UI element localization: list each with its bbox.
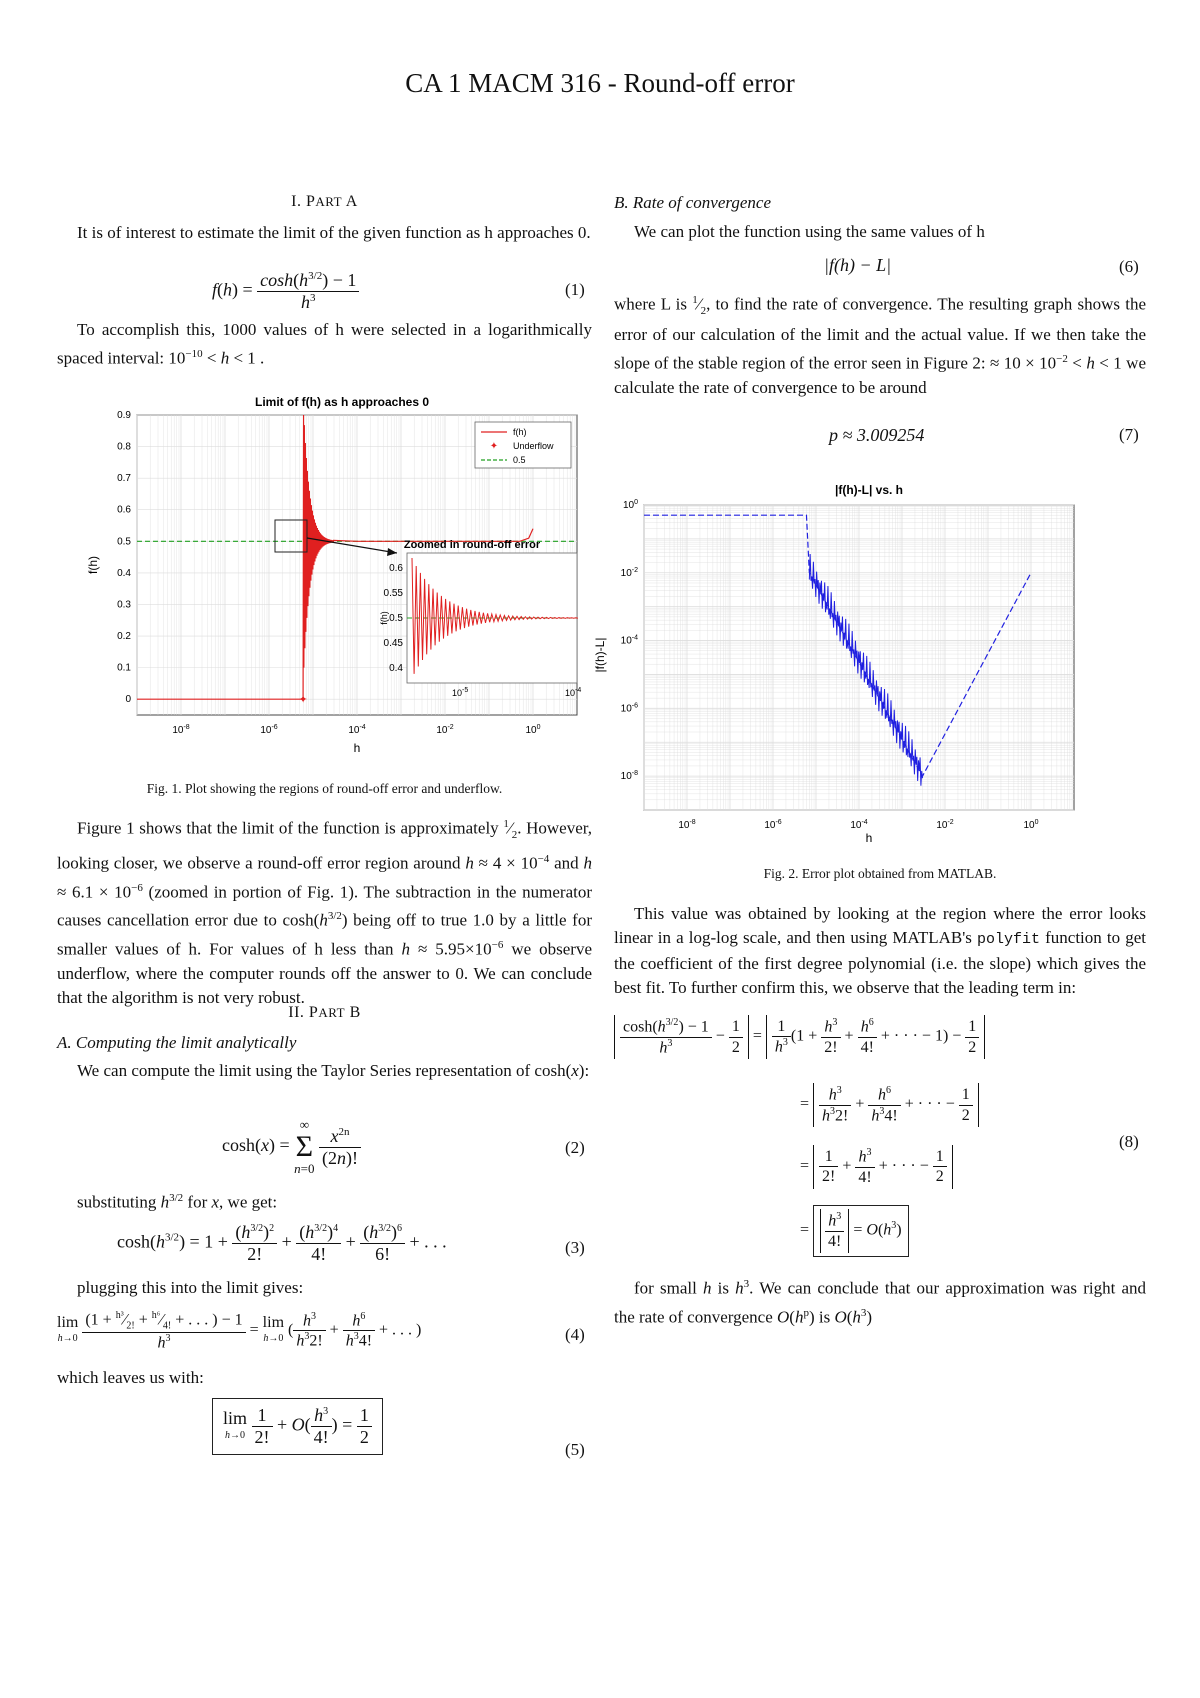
equation-8-number: (8) [1119, 1132, 1139, 1151]
equation-8-line-4: = $\frac{h^3}{4!}$ = $O(h^3)$ [800, 1205, 1100, 1257]
equation-1-number: (1) [565, 280, 585, 299]
fig1-ytick: 0.6 [117, 504, 131, 516]
fig1-xtick: $10^{-2}$ [436, 724, 454, 736]
fig1-inset-ytick: 0.4 [389, 663, 403, 674]
fig1-ytick: 0.9 [117, 410, 131, 421]
plot-intro: We can plot the function using the same values of h [634, 222, 985, 241]
rate-text: where L is $^1⁄_2$, to find the rate of convergence. The resulting graph shows the error of our calculation of the limit and the actual value. If we then take the slope of the stable region of the error seen in Figure 2: ≈ $10 \times 10^{-2} < h < 1$ we calculate the rate of convergence to be around [614, 294, 1146, 397]
svg-text:✦: ✦ [489, 441, 499, 452]
fig1-inset-ytick: 0.55 [383, 588, 403, 599]
equation-7: p ≈ 3.009254 [829, 425, 925, 445]
fig1-xtick: $10^0$ [525, 724, 541, 736]
equation-6: |f(h) − L| [824, 255, 892, 275]
fig2-ytick: $10^{-6}$ [620, 702, 638, 715]
equation-5-number: (5) [565, 1440, 585, 1459]
fig1-xtick: $10^{-4}$ [348, 724, 366, 736]
fig2-title: |f(h)-L| vs. h [834, 483, 904, 497]
figure-1-chart [77, 390, 587, 760]
fig1-inset-ytick: 0.6 [389, 563, 403, 574]
part-a-method: To accomplish this, 1000 values of h were selected in a logarithmically spaced interval: $10^{-10} < h < 1$ . [57, 320, 592, 368]
fig1-ylabel: f(h) [86, 556, 100, 574]
fig2-xtick: $10^{-8}$ [678, 819, 696, 831]
part-a-discussion: Figure 1 shows that the limit of the function is approximately $^1⁄_2$. However, looking closer, we observe a round-off error region around $h \approx 4 \times 10^{-4}$ and $h \approx 6.1 \times 10^{-6}$ (zoomed in portion of Fig. 1). The subtraction in the numerator causes cancellation error due to $\cosh(h^{3/2})$ being off to true 1.0 by a little for smaller values of h. For values of h less than $h \approx 5.95\times 10^{-6}$ we observe underflow, where the computer rounds off the answer to 0. We can conclude that the algorithm is not very robust. [57, 818, 593, 1007]
equation-1: f(h) = $\frac{\cosh(h^{3/2}) - 1}{h^3}$ [212, 270, 359, 313]
equation-8-line-3: = $\frac{1}{2!}$ + $\frac{h^3}{4!}$ + · · · − $\frac{1}{2}$ [800, 1145, 1100, 1189]
equation-7-number: (7) [1119, 425, 1139, 444]
fig1-inset-xtick-1: $10^{-5}$ [452, 687, 469, 698]
fig1-xtick: $10^{-6}$ [260, 724, 278, 736]
equation-4-number: (4) [565, 1325, 585, 1344]
subsection-b-heading: B. Rate of convergence [614, 193, 772, 212]
fig1-ytick: 0.1 [117, 662, 131, 674]
conclusion-text: for small h is $h^3$. We can conclude that our approximation was right and the rate of convergence $O(h^p)$ is $O(h^3)$ [614, 1278, 1147, 1327]
fig2-ytick: $10^{-4}$ [620, 634, 638, 647]
equation-5: lim h→0 $\frac{1}{2!}$ + O( $\frac{h^3}{4!}$ ) = $\frac{1}{2}$ [212, 1398, 383, 1455]
fig1-ytick: 0.4 [117, 567, 131, 579]
fig1-ytick: 0.7 [117, 473, 131, 485]
fig2-xtick: $10^{-2}$ [936, 819, 954, 831]
fig1-legend [475, 422, 571, 468]
fig1-ytick: 0.3 [117, 599, 131, 611]
fig2-ylabel: |f(h)-L| [593, 637, 607, 673]
fig1-inset-ytick: 0.5 [389, 613, 403, 624]
fig2-xlabel: h [865, 831, 873, 845]
figure-2-caption: Fig. 2. Error plot obtained from MATLAB. [763, 866, 997, 881]
fig1-inset-xtick-2: $10^{-4}$ [565, 687, 582, 698]
equation-3: $\cosh(h^{3/2}) = 1$ + $\frac{(h^{3/2})^2}{2!}$ + $\frac{(h^{3/2})^4}{4!}$ + $\frac{(h^{3/2})^6}{6!}$ + . . . [117, 1222, 447, 1264]
fig1-legend-underflow: Underflow [513, 441, 554, 451]
fig1-inset-ylabel: f(h) [379, 611, 389, 625]
substituting-text: substituting $h^{3/2}$ for x, we get: [77, 1192, 278, 1212]
fig1-legend-ref: 0.5 [513, 455, 526, 465]
figure-1-caption: Fig. 1. Plot showing the regions of round-off error and underflow. [146, 781, 503, 796]
fig2-xtick: $10^{-6}$ [764, 819, 782, 831]
equation-4: lim h→0 $\frac{(1 + ^{h^3}⁄_{2!} + ^{h^6}⁄_{4!} + . . . ) - 1}{h^3}$ = lim h→0 ( $\frac{h^3}{h^32!}$ + $\frac{h^6}{h^34!}$ + . . . ) [57, 1310, 422, 1351]
fig1-ytick: 0.5 [117, 536, 131, 548]
fig2-ytick: $10^0$ [622, 499, 638, 511]
equation-2-number: (2) [565, 1138, 585, 1157]
fig2-ytick: $10^{-8}$ [620, 770, 638, 783]
fig1-ytick: 0.2 [117, 631, 131, 643]
fig1-title: Limit of f(h) as h approaches 0 [254, 395, 430, 409]
equation-3-number: (3) [565, 1238, 585, 1257]
equation-8-line-2: = $\frac{h^3}{h^32!}$ + $\frac{h^6}{h^34!}$ + · · · − $\frac{1}{2}$ [800, 1083, 1100, 1127]
equation-2: cosh(x) = ∞ Σ n=0 $\frac{x^{2n}}{(2n)!}$ [222, 1118, 361, 1176]
fig2-xtick: $10^{-4}$ [850, 819, 868, 831]
section-heading-part-b: II. PART B [288, 1004, 361, 1021]
equation-8-line-1: $\frac{\cosh(h^{3/2}) - 1}{h^3}$ − $\frac{1}{2}$ = $\frac{1}{h^3}$ (1 + $\frac{h^3}{2!}$ + $\frac{h^6}{4!}$ + · · · − 1) − $\frac{1}{2}$ [614, 1015, 1094, 1059]
figure-2-chart [593, 480, 1114, 850]
fig1-ytick: 0 [125, 694, 131, 706]
fig1-inset-title: Zoomed in round-off error [403, 539, 541, 551]
fig1-legend-fh: f(h) [513, 427, 527, 437]
fig2-xtick: $10^0$ [1023, 819, 1039, 831]
fig1-xtick: $10^{-8}$ [172, 724, 190, 736]
fig1-inset-ytick: 0.45 [383, 638, 403, 649]
taylor-intro: We can compute the limit using the Taylor Series representation of cosh(x): [77, 1061, 590, 1080]
equation-6-number: (6) [1119, 257, 1139, 276]
plugging-text: plugging this into the limit gives: [77, 1278, 304, 1297]
fig1-underflow-marker: ✦ [298, 694, 308, 707]
fig1-ytick: 0.8 [117, 441, 131, 453]
value-text: This value was obtained by looking at the region where the error looks linear in a log-log scale, and then using MATLAB's polyfit function to get the coefficient of the first degree polynomial (i.e. the slope) which gives the best fit. To further confirm this, we observe that the leading term in: [614, 904, 1146, 997]
leaves-text: which leaves us with: [57, 1368, 204, 1387]
subsection-a-heading: A. Computing the limit analytically [57, 1033, 297, 1052]
section-heading-part-a: I. PART A [291, 193, 358, 210]
page-title: CA 1 MACM 316 - Round-off error [405, 68, 795, 98]
part-a-intro: It is of interest to estimate the limit of the given function as h approaches 0. [77, 223, 591, 242]
fig1-xlabel: h [353, 741, 361, 755]
fig2-ytick: $10^{-2}$ [620, 566, 638, 579]
